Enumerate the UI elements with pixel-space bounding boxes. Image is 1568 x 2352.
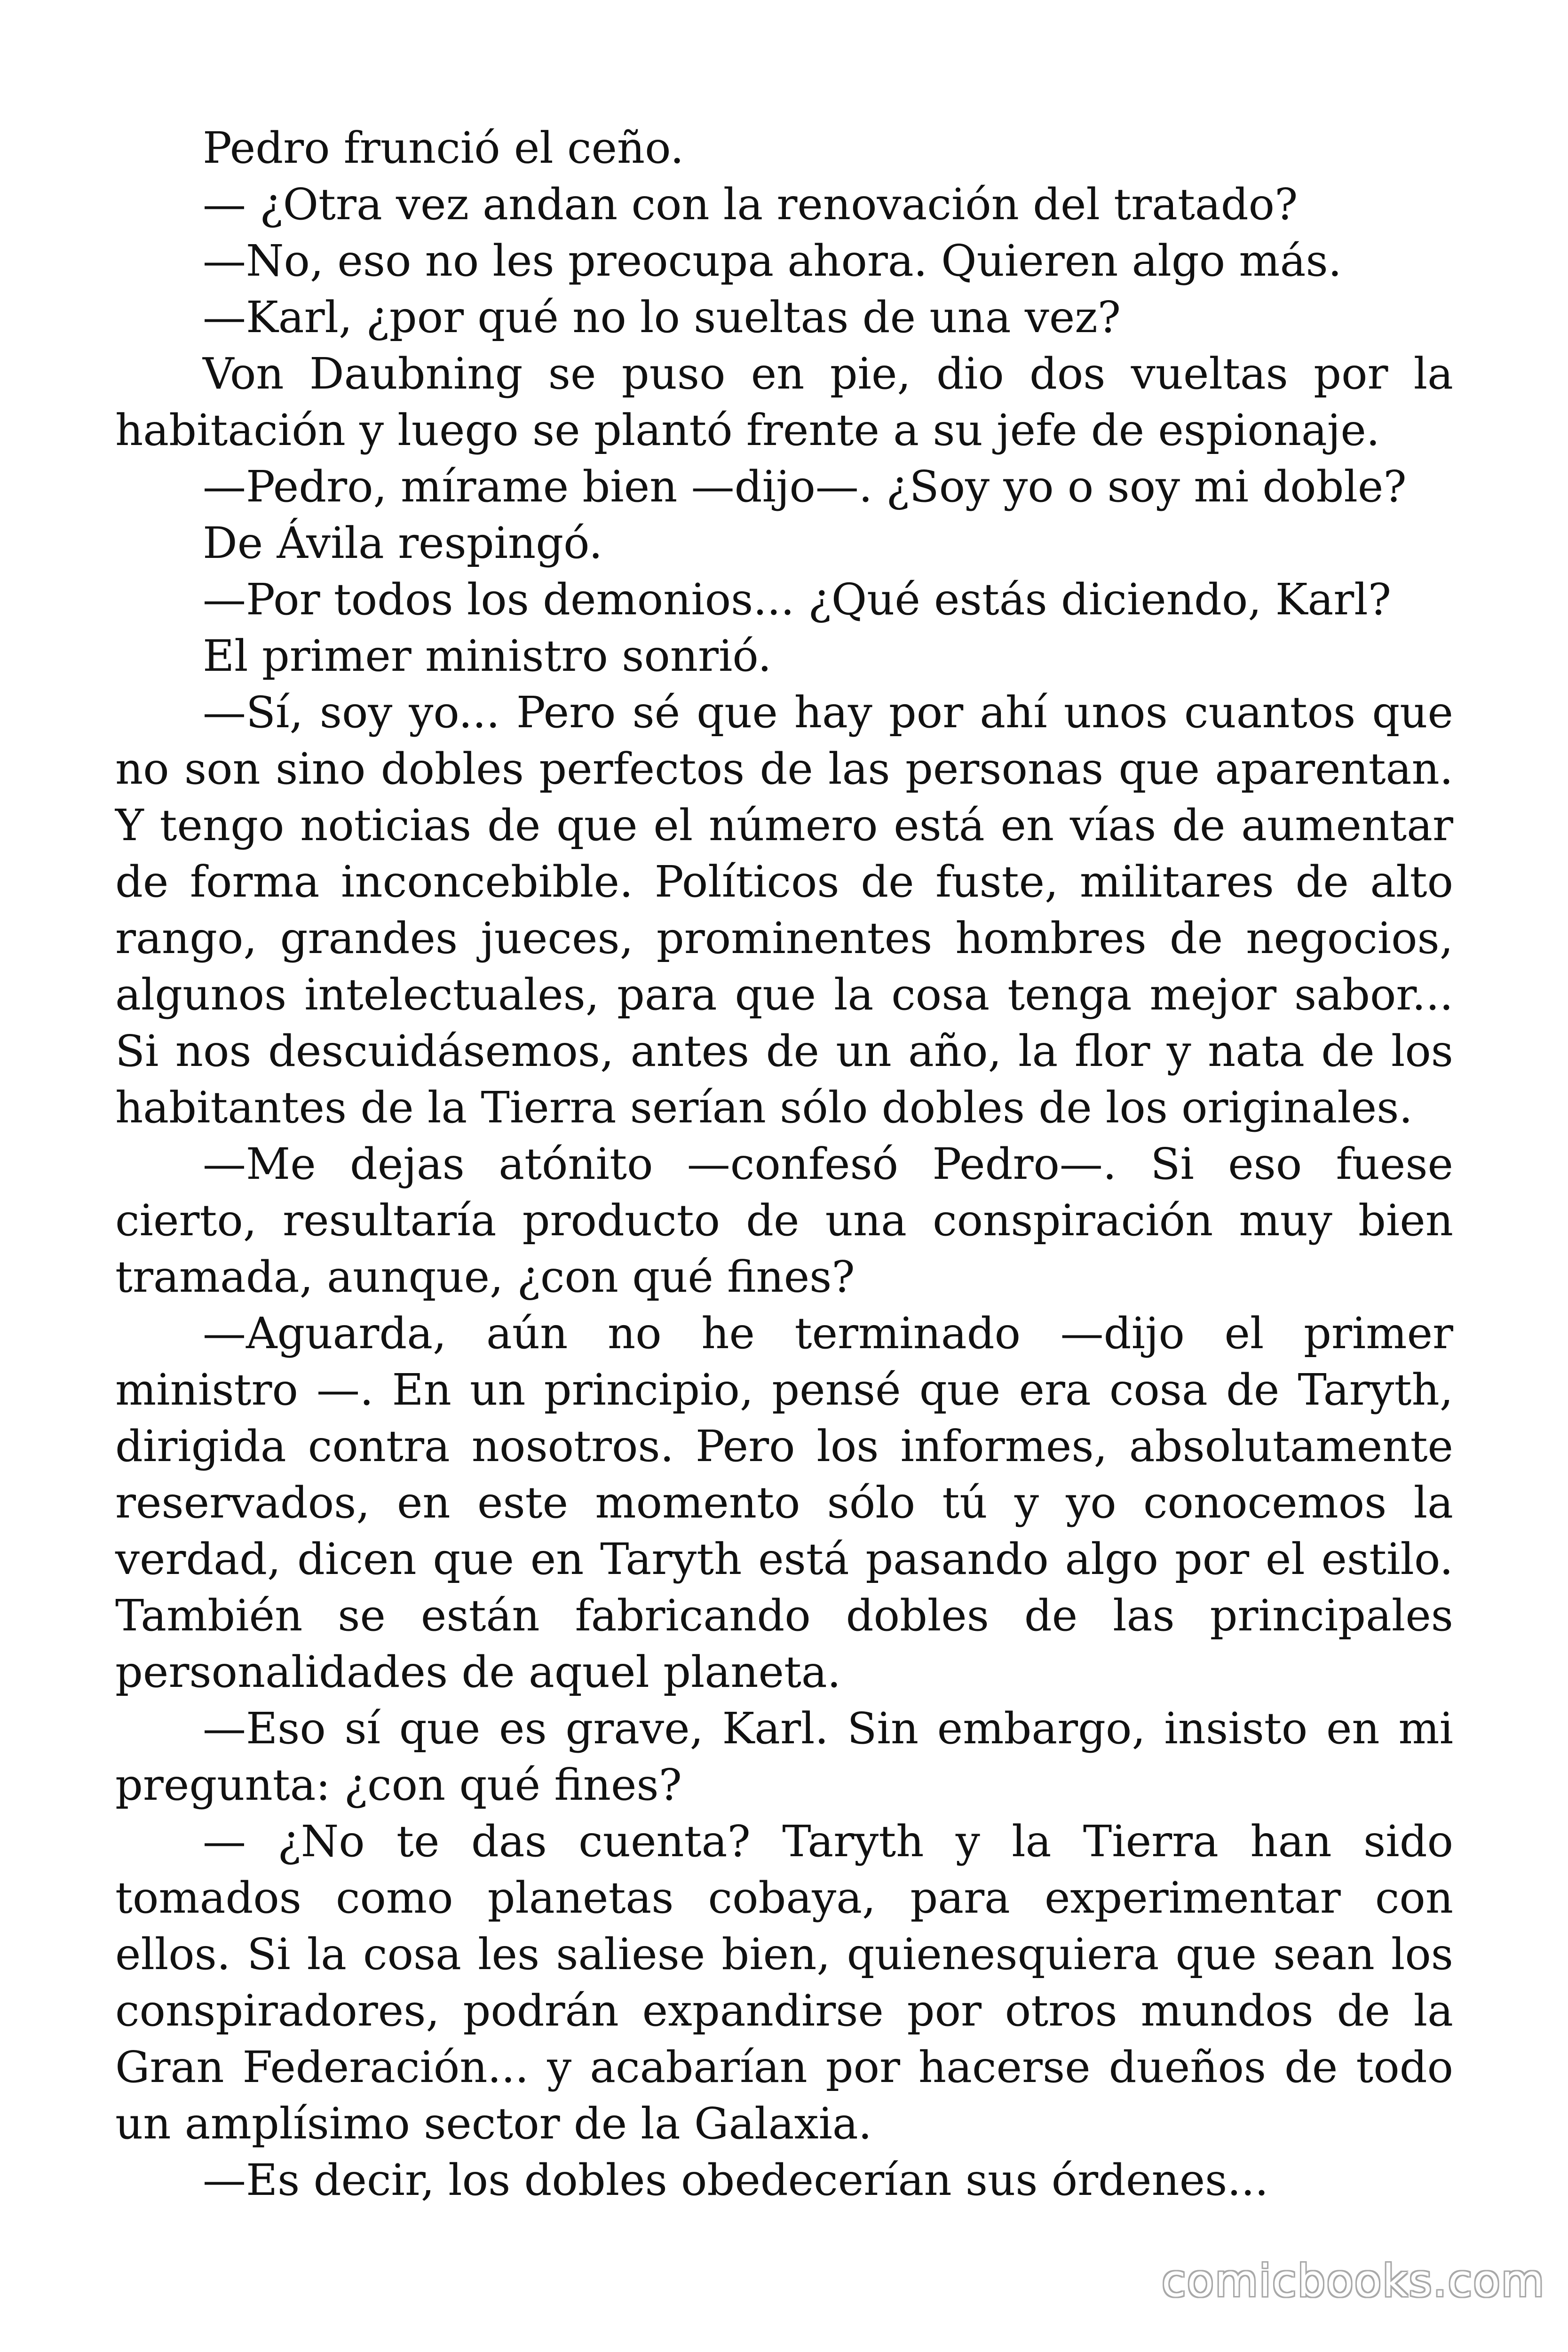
body-text — [115, 120, 1453, 2209]
paragraph: —Por todos los demonios... ¿Qué estás diciendo, Karl? — [203, 574, 1392, 625]
paragraph: —No, eso no les preocupa ahora. Quieren algo más. — [203, 236, 1342, 286]
paragraph: —Eso sí que es grave, Karl. Sin embargo, insisto en mi pregunta: ¿con qué fines? — [115, 1703, 1453, 1810]
paragraph: —Sí, soy yo... Pero sé que hay por ahí unos cuantos que no son sino dobles perfectos de las personas que aparentan. Y tengo noticias de que el número está en vías de aumentar de forma inconcebible. Políticos de fuste, militares de alto rango, grandes jueces, prominentes hombres de negocios, algunos intelectuales, para que la cosa tenga mejor sabor... Si nos descuidásemos, antes de un año, la flor y nata de los habitantes de la Tierra serían sólo dobles de los originales. — [115, 687, 1453, 1133]
watermark-text: comicbooks.com — [1162, 2256, 1545, 2307]
paragraph: —Aguarda, aún no he terminado —dijo el primer ministro —. En un principio, pensé que era cosa de Taryth, dirigida contra nosotros. Pero los informes, absolutamente reservados, en este momento sólo tú y yo conocemos la verdad, dicen que en Taryth está pasando algo por el estilo. También se están fabricando dobles de las principales personalidades de aquel planeta. — [115, 1308, 1453, 1697]
paragraph: —Pedro, mírame bien —dijo—. ¿Soy yo o soy mi doble? — [203, 461, 1407, 512]
paragraph: —Me dejas atónito —confesó Pedro—. Si eso fuese cierto, resultaría producto de una conspiración muy bien tramada, aunque, ¿con qué fines? — [115, 1139, 1453, 1302]
paragraph: De Ávila respingó. — [203, 518, 603, 568]
paragraph: Pedro frunció el ceño. — [203, 123, 684, 173]
paragraph: — ¿Otra vez andan con la renovación del tratado? — [203, 179, 1298, 230]
paragraph: — ¿No te das cuenta? Taryth y la Tierra han sido tomados como planetas cobaya, para experimentar con ellos. Si la cosa les saliese bien, quienesquiera que sean los conspiradores, podrán expandirse por otros mundos de la Gran Federación... y acabarían por hacerse dueños de todo un amplísimo sector de la Galaxia. — [115, 1816, 1453, 2149]
paragraph: —Es decir, los dobles obedecerían sus órdenes... — [203, 2155, 1269, 2205]
paragraph: El primer ministro sonrió. — [203, 631, 772, 681]
paragraph: Von Daubning se puso en pie, dio dos vueltas por la habitación y luego se plantó frente a su jefe de espionaje. — [115, 349, 1453, 455]
paragraph: —Karl, ¿por qué no lo sueltas de una vez? — [203, 292, 1121, 342]
